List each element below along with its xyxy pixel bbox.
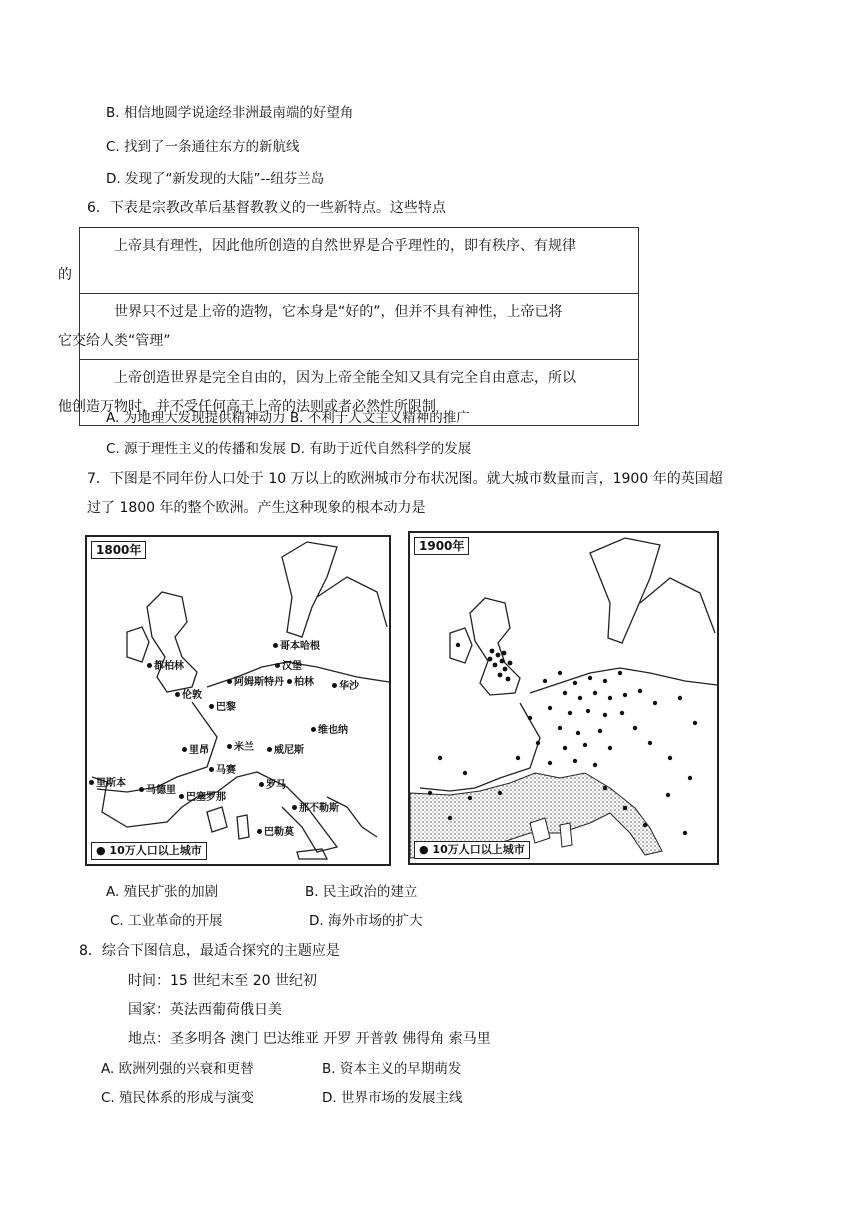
q8-option-b: B. 资本主义的早期萌发 (322, 1061, 462, 1077)
q6-stem: 6．下表是宗教改革后基督教教义的一些新特点。这些特点 (87, 200, 446, 216)
q6-row1-a: 上帝具有理性，因此他所创造的自然世界是合乎理性的，即有秩序、有规律 (114, 238, 576, 254)
q6-row3-b: 他创造万物时，并不受任何高于上帝的法则或者必然性所限制 (58, 399, 436, 415)
map-1900-year: 1900年 (414, 537, 469, 555)
q8-option-a: A. 欧洲列强的兴衰和更替 (101, 1061, 254, 1077)
option-d-prev: D. 发现了“新发现的大陆”--纽芬兰岛 (106, 171, 325, 187)
table-row (80, 294, 639, 360)
map-1800-year: 1800年 (91, 541, 146, 559)
city-label: 华沙 (332, 681, 359, 692)
q6-table (58, 227, 639, 426)
map-1800-coastlines (87, 537, 389, 864)
city-label: 里斯本 (89, 778, 126, 789)
q6-row3-a: 上帝创造世界是完全自由的，因为上帝全能全知又具有完全自由意志，所以 (114, 370, 576, 386)
city-label: 巴黎 (209, 702, 236, 713)
city-label: 威尼斯 (267, 745, 304, 756)
city-label: 那不勒斯 (292, 803, 339, 814)
q7-option-b: B. 民主政治的建立 (305, 884, 418, 900)
city-label: 阿姆斯特丹 (227, 677, 284, 688)
q7-option-a: A. 殖民扩张的加剧 (106, 884, 219, 900)
q6-options-cd: C. 源于理性主义的传播和发展 D. 有助于近代自然科学的发展 (106, 441, 472, 457)
q7-stem-line2: 过了 1800 年的整个欧洲。产生这种现象的根本动力是 (87, 500, 426, 516)
map-1900-legend: ● 10万人口以上城市 (414, 841, 530, 859)
city-label: 巴塞罗那 (179, 792, 226, 803)
table-row (80, 228, 639, 294)
q8-option-c: C. 殖民体系的形成与演变 (101, 1090, 255, 1106)
q8-places: 地点：圣多明各 澳门 巴达维亚 开罗 开普敦 佛得角 索马里 (128, 1031, 491, 1047)
city-label: 罗马 (259, 780, 286, 791)
q8-stem: 8．综合下图信息，最适合探究的主题应是 (79, 943, 340, 959)
q8-option-d: D. 世界市场的发展主线 (322, 1090, 463, 1106)
q7-option-d: D. 海外市场的扩大 (309, 913, 423, 929)
city-label: 都柏林 (147, 661, 184, 672)
city-label: 里昂 (182, 745, 209, 756)
map-1900-map (410, 533, 717, 863)
city-label: 巴勒莫 (257, 827, 294, 838)
map-1800-legend: ● 10万人口以上城市 (91, 842, 207, 860)
city-label: 柏林 (287, 677, 314, 688)
option-c-prev: C. 找到了一条通往东方的新航线 (106, 139, 300, 155)
q7-stem-line1: 7．下图是不同年份人口处于 10 万以上的欧洲城市分布状况图。就大城市数量而言，1900 年的英国超 (87, 471, 723, 487)
city-label: 哥本哈根 (273, 641, 320, 652)
q7-option-c: C. 工业革命的开展 (110, 913, 223, 929)
city-label: 汉堡 (275, 661, 302, 672)
city-label: 维也纳 (311, 725, 348, 736)
city-label: 米兰 (227, 742, 254, 753)
city-label: 马德里 (139, 785, 176, 796)
map-1900 (408, 531, 719, 865)
option-b-prev: B. 相信地圆学说途经非洲最南端的好望角 (106, 105, 354, 121)
q6-row2-a: 世界只不过是上帝的造物，它本身是“好的”，但并不具有神性，上帝已将 (114, 304, 563, 320)
map-1800 (85, 535, 391, 866)
city-label: 马赛 (209, 765, 236, 776)
q8-time: 时间：15 世纪末至 20 世纪初 (128, 973, 317, 989)
q8-countries: 国家：英法西葡荷俄日美 (128, 1002, 282, 1018)
q6-options-ab: A. 为地理大发现提供精神动力 B. 不利于人文主义精神的推广 (106, 410, 470, 426)
q6-row2-b: 它交给人类“管理” (58, 333, 171, 349)
q6-row1-b: 的 (58, 267, 72, 283)
city-label: 伦敦 (175, 690, 202, 701)
